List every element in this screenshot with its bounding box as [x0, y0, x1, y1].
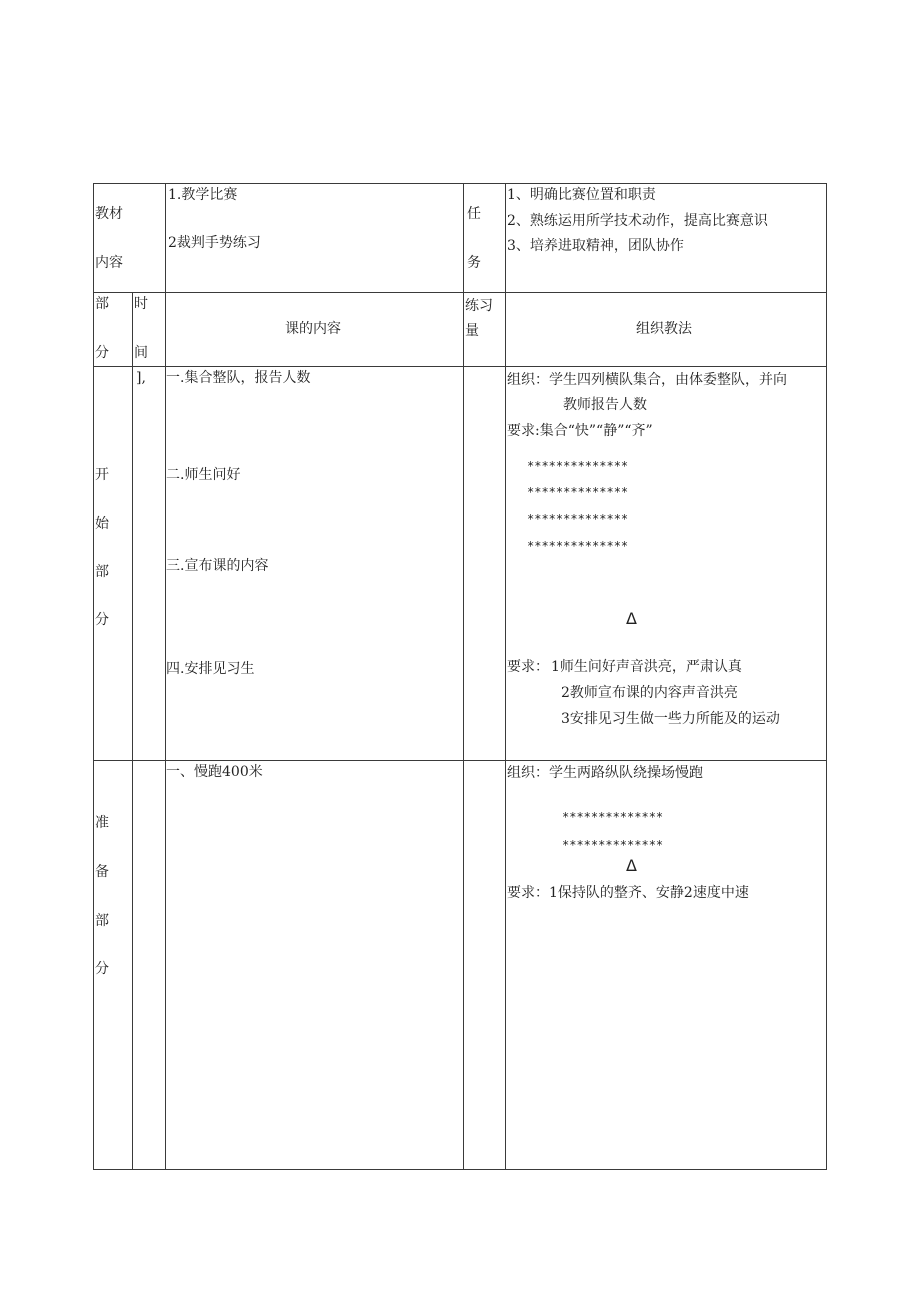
start-requirement-main: 要求:集合“快”“静”“齐” — [507, 423, 653, 439]
prep-part-1: 准 — [95, 815, 109, 831]
start-teacher-mark: Δ — [626, 609, 637, 628]
col-method: 组织教法 — [636, 321, 692, 337]
table-border-right — [826, 183, 827, 1170]
start-content-4: 四.安排见习生 — [166, 661, 255, 677]
prep-formation-row-2: ************** — [562, 838, 664, 852]
material-label-2: 内容 — [95, 255, 123, 271]
start-formation-row-1: ************** — [527, 459, 629, 473]
start-part-2: 始 — [95, 516, 109, 532]
task-item-3: 3、培养进取精神，团队协作 — [507, 238, 684, 254]
col-practice-1: 练习 — [465, 298, 493, 314]
start-organization-cont: 教师报告人数 — [563, 397, 647, 413]
task-item-2: 2、熟练运用所学技术动作，提高比赛意识 — [507, 213, 768, 229]
col-content: 课的内容 — [285, 321, 341, 337]
start-part-3: 部 — [95, 564, 109, 580]
start-requirements-label: 要求： — [507, 659, 549, 675]
task-item-1: 1、明确比赛位置和职责 — [507, 187, 656, 203]
table-rule-header — [93, 292, 827, 293]
task-label-1: 任 — [467, 206, 481, 222]
table-rule-columns — [93, 366, 827, 367]
start-content-2: 二.师生问好 — [166, 467, 241, 483]
material-label-1: 教材 — [95, 206, 123, 222]
prep-content-1: 一、慢跑400米 — [166, 764, 263, 780]
start-part-4: 分 — [95, 612, 109, 628]
start-formation-row-4: ************** — [527, 539, 629, 553]
start-formation-row-3: ************** — [527, 512, 629, 526]
col-part-2: 分 — [95, 345, 109, 361]
start-part-1: 开 — [95, 467, 109, 483]
prep-requirement: 要求：1保持队的整齐、安静2速度中速 — [507, 885, 749, 901]
prep-organization: 组织：学生两路纵队绕操场慢跑 — [507, 765, 703, 781]
start-content-1: 一.集合整队，报告人数 — [166, 370, 311, 386]
prep-part-4: 分 — [95, 961, 109, 977]
col-practice-2: 量 — [465, 323, 479, 339]
table-rule-start — [93, 760, 827, 761]
table-border-left — [93, 183, 94, 1170]
start-content-3: 三.宣布课的内容 — [166, 558, 269, 574]
start-organization: 组织：学生四列横队集合，由体委整队，并向 — [507, 372, 787, 388]
prep-teacher-mark: Δ — [626, 856, 637, 875]
table-border-bottom — [93, 1169, 827, 1170]
col-time-2: 间 — [134, 345, 148, 361]
table-border-top — [93, 183, 827, 184]
start-requirement-2: 2教师宣布课的内容声音洪亮 — [561, 685, 738, 701]
prep-formation-row-1: ************** — [562, 810, 664, 824]
start-time: ], — [136, 370, 146, 386]
material-item-2: 2裁判手势练习 — [168, 235, 261, 251]
col-part-1: 部 — [95, 296, 109, 312]
table-rule-practice — [505, 183, 506, 1170]
task-label-2: 务 — [467, 255, 481, 271]
start-requirement-1: 1师生问好声音洪亮，严肃认真 — [551, 659, 742, 675]
table-rule-content — [463, 183, 464, 1170]
prep-part-3: 部 — [95, 913, 109, 929]
material-item-1: 1.教学比赛 — [168, 187, 238, 203]
table-rule-part — [132, 292, 133, 1170]
start-requirement-3: 3安排见习生做一些力所能及的运动 — [561, 711, 780, 727]
start-formation-row-2: ************** — [527, 485, 629, 499]
prep-part-2: 备 — [95, 864, 109, 880]
col-time-1: 时 — [134, 296, 148, 312]
